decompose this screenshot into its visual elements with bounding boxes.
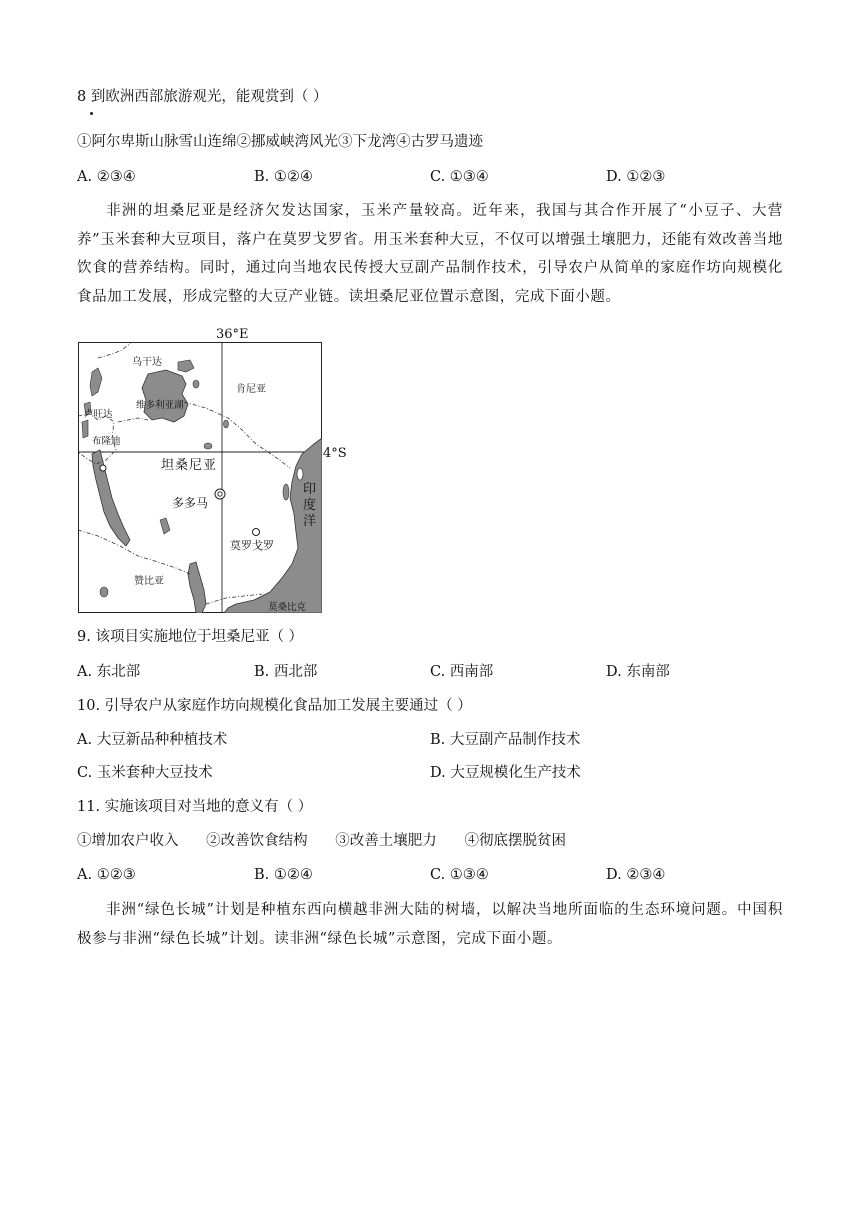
label-rwanda: 卢旺达 xyxy=(84,409,113,420)
q10-stem: 10. 引导农户从家庭作坊向规模化食品加工发展主要通过（ ） xyxy=(77,698,472,714)
q10-option-b: B. 大豆副产品制作技术 xyxy=(430,732,581,748)
label-mozambique: 莫桑比克 xyxy=(268,602,307,613)
q8-option-b: B. ①②④ xyxy=(254,169,313,185)
label-ocean-1: 印 xyxy=(303,482,317,497)
q9-option-d: D. 东南部 xyxy=(606,664,670,680)
q10-option-a: A. 大豆新品种种植技术 xyxy=(77,732,228,748)
q8-dot-mark xyxy=(90,112,93,115)
q9-option-a: A. 东北部 xyxy=(77,664,141,680)
label-ocean-3: 洋 xyxy=(303,514,317,529)
q11-stem: 11. 实施该项目对当地的意义有（ ） xyxy=(77,799,313,815)
q11-option-b: B. ①②④ xyxy=(254,867,313,883)
label-dodoma: 多多马 xyxy=(172,496,209,510)
q10-option-d: D. 大豆规模化生产技术 xyxy=(430,765,581,781)
label-morogoro: 莫罗戈罗 xyxy=(230,539,274,552)
label-tanzania: 坦桑尼亚 xyxy=(161,458,218,473)
passage-tanzania: 非洲的坦桑尼亚是经济欠发达国家，玉米产量较高。近年来，我国与其合作开展了“小豆子、大营养”玉米套种大豆项目，落户在莫罗戈罗省。用玉米套种大豆，不仅可以增强土壤肥力，还能有效改善当地饮食的营养结构。同时，通过向当地农民传授大豆副产品制作技术，引导农户从简单的家庭作坊向规模化食品加工发展，形成完整的大豆产业链。读坦桑尼亚位置示意图，完成下面小题。 xyxy=(77,203,783,305)
label-kenya: 肯尼亚 xyxy=(236,384,266,395)
q9-option-c: C. 西南部 xyxy=(430,664,494,680)
q8-option-c: C. ①③④ xyxy=(430,169,489,185)
label-victoria: 维多利亚湖 xyxy=(136,400,184,411)
kigoma-marker xyxy=(100,465,106,471)
q9-stem: 9. 该项目实施地位于坦桑尼亚（ ） xyxy=(77,629,304,645)
q8-option-d: D. ①②③ xyxy=(606,169,666,185)
q11-option-c: C. ①③④ xyxy=(430,867,489,883)
q11-option-d: D. ②③④ xyxy=(606,867,666,883)
passage-green-wall: 非洲“绿色长城”计划是种植东西向横越非洲大陆的树墙，以解决当地所面临的生态环境问题。中国积极参与非洲“绿色长城”计划。读非洲“绿色长城”示意图，完成下面小题。 xyxy=(77,902,783,947)
q9-option-b: B. 西北部 xyxy=(254,664,318,680)
q8-option-a: A. ②③④ xyxy=(77,169,136,185)
label-uganda: 乌干达 xyxy=(132,357,162,368)
label-burundi: 布隆迪 xyxy=(92,436,121,447)
tanzania-location-map xyxy=(78,342,322,613)
map-latitude-label: 4°S xyxy=(323,446,347,461)
lake-victoria-shape xyxy=(142,370,188,422)
q8-stem: 8 到欧洲西部旅游观光，能观赏到（ ） xyxy=(77,89,328,105)
map-longitude-label: 36°E xyxy=(216,327,249,342)
label-ocean-2: 度 xyxy=(303,498,317,513)
q10-option-c: C. 玉米套种大豆技术 xyxy=(77,765,213,781)
q11-option-a: A. ①②③ xyxy=(77,867,136,883)
q11-items: ①增加农户收入 ②改善饮食结构 ③改善土壤肥力 ④彻底摆脱贫困 xyxy=(77,833,566,849)
morogoro-marker xyxy=(253,529,260,536)
label-zambia: 赞比亚 xyxy=(134,576,164,587)
q8-items: ①阿尔卑斯山脉雪山连绵②挪威峡湾风光③下龙湾④古罗马遗迹 xyxy=(77,134,483,150)
